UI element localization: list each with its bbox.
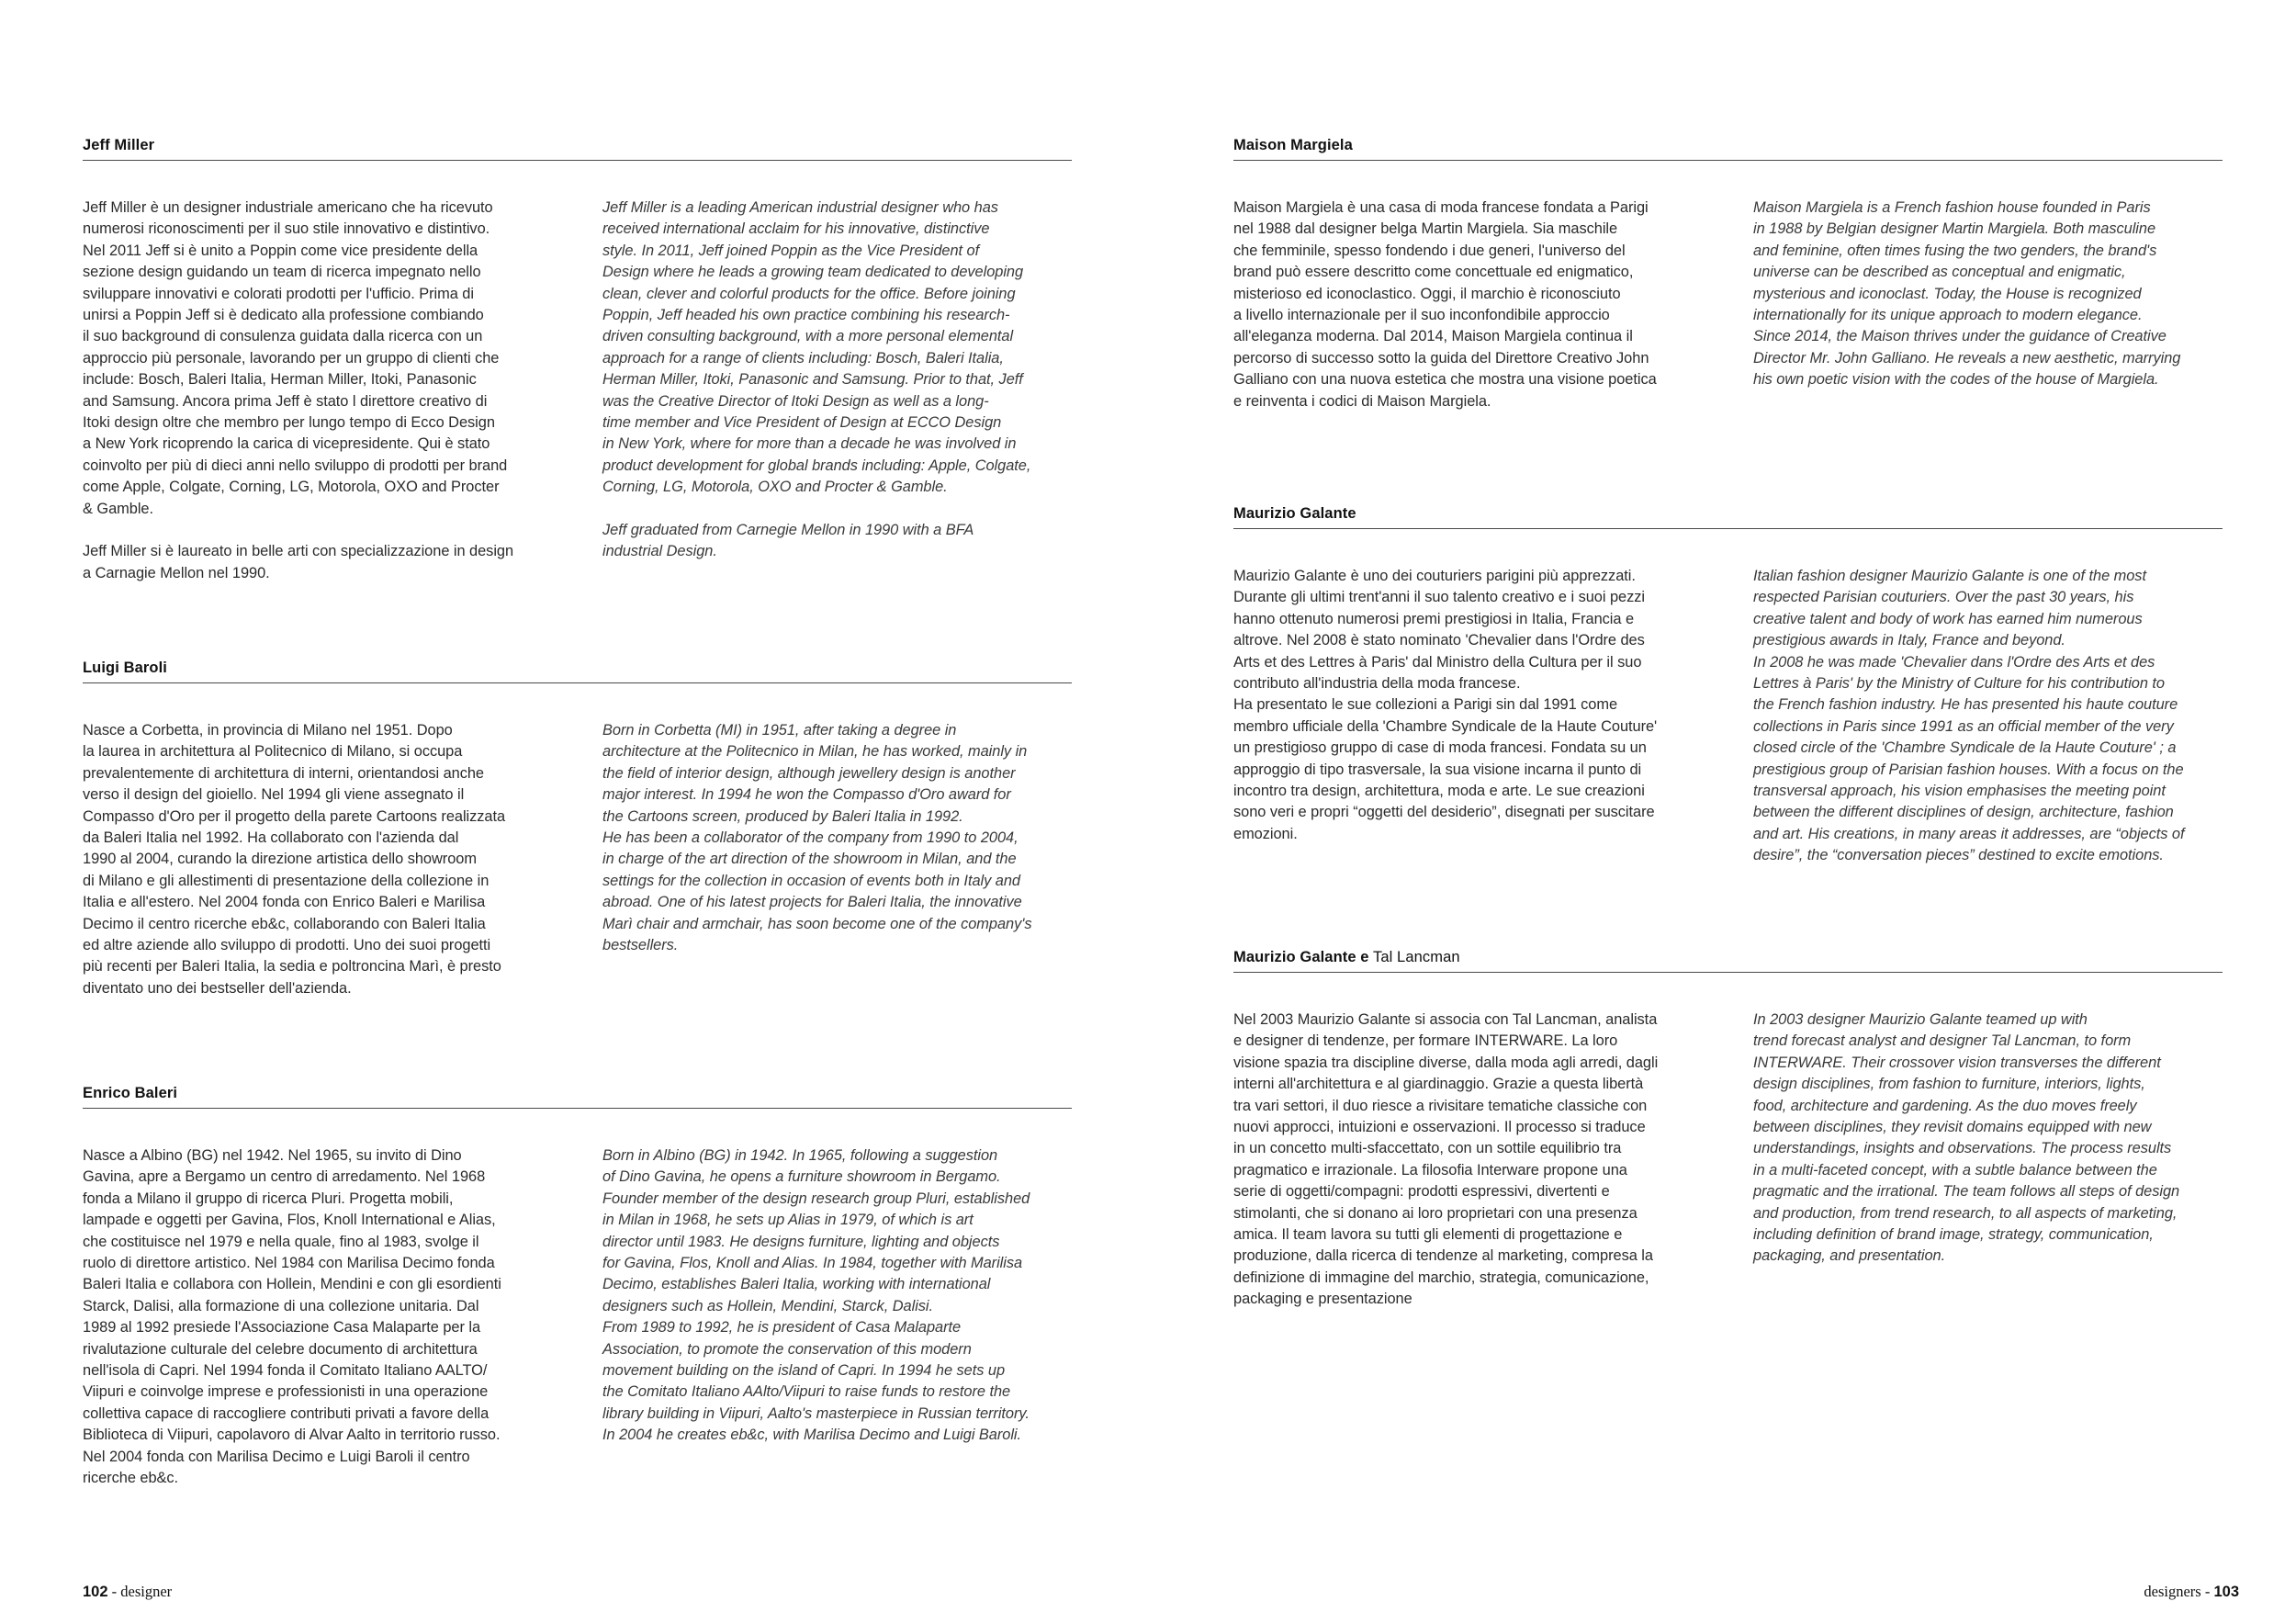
folio-label: designer (120, 1583, 173, 1600)
section-title: Enrico Baleri (83, 1085, 178, 1101)
italian-paragraph: Nasce a Albino (BG) nel 1942. Nel 1965, su invito di Dino Gavina, apre a Bergamo un centro di arredamento. Nel 1968 fonda a Milano il gruppo di ricerca Pluri. Progetta mobili, lampade e oggetti per Gavina, Flos, Knoll International e Alias, che costituisce nel 1979 e nella quale, fino al 1983, svolge il ruolo di direttore artistico. Nel 1984 con Marilisa Decimo fonda Baleri Italia e collabora con Hollein, Mendini e con gli esordienti Starck, Dalisi, alla formazione di una collezione unitaria. Dal 1989 al 1992 presiede l'Associazione Casa Malaparte per la rivalutazione culturale del celebre documento di architettura nell'isola di Capri. Nel 1994 fonda il Comitato Italiano AALTO/ Viipuri e coinvolge imprese e professionisti in una operazione collettiva capace di raccogliere contributi privati a favore della Biblioteca di Viipuri, capolavoro di Alvar Aalto in territorio russo. Nel 2004 fonda con Marilisa Decimo e Luigi Baroli il centro ricerche eb&c. (83, 1147, 501, 1487)
english-paragraph: Born in Albino (BG) in 1942. In 1965, following a suggestion of Dino Gavina, he opens a furniture showroom in Bergamo. Founder member of the design research group Pluri, established in Milan in 1968, he sets up Alias in 1979, of which is art director until 1983. He designs furniture, lighting and objects for Gavina, Flos, Knoll and Alias. In 1984, together with Marilisa Decimo, establishes Baleri Italia, working with international designers such as Hollein, Mendini, Starck, Dalisi. From 1989 to 1992, he is president of Casa Malaparte Association, to promote the conservation of this modern movement building on the island of Capri. In 1994 he sets up the Comitato Italiano AAlto/Viipuri to raise funds to restore the library building in Viipuri, Aalto's masterpiece in Russian territory. In 2004 he creates eb&c, with Marilisa Decimo and Luigi Baroli. (602, 1147, 1030, 1444)
english-paragraph: Maison Margiela is a French fashion house founded in Paris in 1988 by Belgian designer Martin Margiela. Both masculine and feminine, often times fusing the two genders, the brand's universe can be described as conceptual and enigmatic, mysterious and iconoclast. Today, the House is recognized internationally for its unique approach to modern elegance. Since 2014, the Maison thrives under the guidance of Creative Director Mr. John Galliano. He reveals a new aesthetic, marrying his own poetic vision with the codes of the house of Margiela. (1753, 199, 2181, 389)
italian-paragraph: Nel 2003 Maurizio Galante si associa con Tal Lancman, analista e designer di tendenze, per formare INTERWARE. La loro visione spazia tra discipline diverse, dalla moda agli arredi, dagli interni all'architettura e al giardinaggio. Grazie a questa libertà tra vari settori, il duo riesce a rivisitare tematiche classiche con nuovi approcci, intuizioni e osservazioni. Il processo si traduce in un concetto multi-sfaccettato, con un sottile equilibrio tra pragmatico e irrazionale. La filosofia Interware propone una serie di oggetti/compagni: prodotti espressivi, divertenti e stimolanti, che si donano ai loro proprietari con una presenza amica. Il team lavora su tutti gli elementi di progettazione e produzione, dalla ricerca di tendenze al marketing, compresa la definizione di immagine del marchio, strategia, comunicazione, packaging e presentazione (1233, 1011, 1659, 1308)
italian-column (1233, 566, 1720, 845)
section-header (83, 1086, 1072, 1109)
folio-separator: - (2200, 1583, 2214, 1600)
italian-paragraph: Maurizio Galante è uno dei couturiers parigini più apprezzati. Durante gli ultimi trent'anni il suo talento creativo e i suoi pezzi hanno ottenuto numerosi premi prestigiosi in Italia, Francia e altrove. Nel 2008 è stato nominato 'Chevalier dans l'Ordre des Arts et des Lettres à Paris' dal Ministro della Cultura per il suo contributo all'industria della moda francese. Ha presentato le sue collezioni a Parigi sin dal 1991 come membro ufficiale della 'Chambre Syndicale de la Haute Couture' un prestigioso gruppo di case di moda francesi. Fondata su un approggio di tipo trasversale, la sua visione incarna il punto di incontro tra design, architettura, moda e arte. Le sue creazioni sono veri e propri “oggetti del desiderio”, disegnati per suscitare emozioni. (1233, 568, 1658, 842)
folio-separator: - (107, 1583, 121, 1600)
english-column (1753, 566, 2240, 867)
section-header (83, 138, 1072, 161)
english-column (602, 1145, 1089, 1447)
english-column (1753, 197, 2240, 391)
italian-column (83, 1145, 569, 1490)
english-paragraph: In 2003 designer Maurizio Galante teamed up with trend forecast analyst and designer Tal Lancman, to form INTERWARE. Their crossover vision transverses the different design disciplines, from fashion to furniture, interiors, lights, food, architecture and gardening. As the duo moves freely between disciplines, they revisit domains equipped with new understandings, insights and observations. The process results in a multi-faceted concept, with a subtle balance between the pragmatic and the irrational. The team follows all steps of design and production, from trend research, to all aspects of marketing, including definition of brand image, strategy, communication, packaging, and presentation. (1753, 1011, 2180, 1265)
page-number: 103 (2213, 1584, 2239, 1600)
english-column (602, 720, 1089, 956)
section-enrico-baleri (83, 1086, 1072, 1508)
english-paragraph: Jeff graduated from Carnegie Mellon in 1990 with a BFA industrial Design. (602, 522, 974, 560)
italian-paragraph: Nasce a Corbetta, in provincia di Milano nel 1951. Dopo la laurea in architettura al Politecnico di Milano, si occupa prevalentemente di architettura di interni, orientandosi anche verso il design del gioiello. Nel 1994 gli viene assegnato il Compasso d'Oro per il progetto della parete Cartoons realizzata da Baleri Italia nel 1992. Ha collaborato con l'azienda dal 1990 al 2004, curando la direzione artistica dello showroom di Milano e gli allestimenti di presentazione della collezione in Italia e all'estero. Nel 2004 fonda con Enrico Baleri e Marilisa Decimo il centro ricerche eb&c, collaborando con Baleri Italia ed altre aziende allo sviluppo di prodotti. Uno dei suoi progetti più recenti per Baleri Italia, la sedia e poltroncina Marì, è presto diventato uno dei bestseller dell'azienda. (83, 722, 506, 997)
section-header (83, 660, 1072, 683)
italian-paragraph: Maison Margiela è una casa di moda francese fondata a Parigi nel 1988 dal designer belga Martin Margiela. Sia maschile che femminile, spesso fondendo i due generi, l'universo del brand può essere descritto come concettuale ed enigmatico, misterioso ed iconoclastico. Oggi, il marchio è riconosciuto a livello internazionale per il suo inconfondibile approccio all'eleganza moderna. Dal 2014, Maison Margiela continua il percorso di successo sotto la guida del Direttore Creativo John Galliano con una nuova estetica che mostra una visione poetica e reinventa i codici di Maison Margiela. (1233, 199, 1657, 410)
page-number: 102 (83, 1584, 108, 1600)
english-paragraph: Jeff Miller is a leading American industrial designer who has received international acclaim for his innovative, distinctive style. In 2011, Jeff joined Poppin as the Vice President of Design where he leads a growing team dedicated to developing clean, clever and colorful products for the office. Before joining Poppin, Jeff headed his own practice combining his research- driven consulting background, with a more personal elemental approach for a range of clients including: Bosch, Baleri Italia, Herman Miller, Itoki, Panasonic and Samsung. Prior to that, Jeff was the Creative Director of Itoki Design as well as a long- time member and Vice President of Design at ECCO Design in New York, where for more than a decade he was involved in product development for global brands including: Apple, Colgate, Corning, LG, Motorola, OXO and Procter & Gamble. (602, 199, 1031, 496)
section-jeff-miller (83, 138, 1072, 588)
english-paragraph: Italian fashion designer Maurizio Galante is one of the most respected Parisian couturiers. Over the past 30 years, his creative talent and body of work has earned him numerous prestigious awards in Italy, France and beyond. In 2008 he was made 'Chevalier dans l'Ordre des Arts et des Lettres à Paris' by the Ministry of Culture for his contribution to the French fashion industry. He has presented his haute couture collections in Paris since 1991 as an official member of the very closed circle of the 'Chambre Syndicale de la Haute Couture' ; a prestigious group of Parisian fashion houses. With a focus on the transversal approach, his vision emphasises the meeting point between the different disciplines of design, architecture, fashion and art. His creations, in many areas it addresses, are “objects of desire”, the “conversation pieces” destined to excite emotions. (1753, 568, 2185, 864)
section-galante-lancman (1233, 950, 2223, 1317)
section-header (1233, 950, 2223, 973)
english-column (1753, 1009, 2240, 1268)
left-page-folio (83, 1583, 172, 1601)
english-column (602, 197, 1089, 563)
italian-column (1233, 197, 1720, 412)
italian-paragraph: Jeff Miller è un designer industriale americano che ha ricevuto numerosi riconoscimenti per il suo stile innovativo e distintivo. Nel 2011 Jeff si è unito a Poppin come vice presidente della sezione design guidando un team di ricerca impegnato nello sviluppare innovativi e colorati prodotti per l'ufficio. Prima di unirsi a Poppin Jeff si è dedicato alla professione combiando il suo background di consulenza guidata dalla ricerca con un approccio più personale, lavorando per un gruppo di clienti che include: Bosch, Baleri Italia, Herman Miller, Itoki, Panasonic and Samsung. Ancora prima Jeff è stato l direttore creativo di Itoki design oltre che membro per lungo tempo di Ecco Design a New York ricoprendo la carica di vicepresidente. Qui è stato coinvolto per più di dieci anni nello sviluppo di prodotti per brand come Apple, Colgate, Corning, LG, Motorola, OXO and Procter & Gamble. (83, 199, 508, 517)
section-title-bold: Maurizio Galante e (1233, 949, 1369, 965)
section-title (1233, 949, 1460, 966)
section-title: Maurizio Galante (1233, 505, 1356, 522)
section-maison-margiela (1233, 138, 2223, 432)
section-title: Jeff Miller (83, 137, 155, 153)
italian-paragraph: Jeff Miller si è laureato in belle arti con specializzazione in design a Carnagie Mellon nel 1990. (83, 543, 514, 581)
section-maurizio-galante (1233, 506, 2223, 892)
section-title-light: Tal Lancman (1368, 949, 1460, 965)
section-title: Maison Margiela (1233, 137, 1353, 153)
folio-label: designers (2144, 1583, 2201, 1600)
section-header (1233, 138, 2223, 161)
right-page-folio (2144, 1583, 2239, 1601)
italian-column (83, 720, 569, 999)
english-paragraph: Born in Corbetta (MI) in 1951, after taking a degree in architecture at the Politecnico in Milan, he has worked, mainly in the field of interior design, although jewellery design is another major interest. In 1994 he won the Compasso d'Oro award for the Cartoons screen, produced by Baleri Italia in 1992. He has been a collaborator of the company from 1990 to 2004, in charge of the art direction of the showroom in Milan, and the settings for the collection in occasion of events both in Italy and abroad. One of his latest projects for Baleri Italia, the innovative Marì chair and armchair, has soon become one of the company's bestsellers. (602, 722, 1032, 954)
italian-column (1233, 1009, 1720, 1311)
section-luigi-baroli (83, 660, 1072, 1009)
italian-column (83, 197, 569, 584)
section-header (1233, 506, 2223, 529)
section-title: Luigi Baroli (83, 660, 167, 676)
